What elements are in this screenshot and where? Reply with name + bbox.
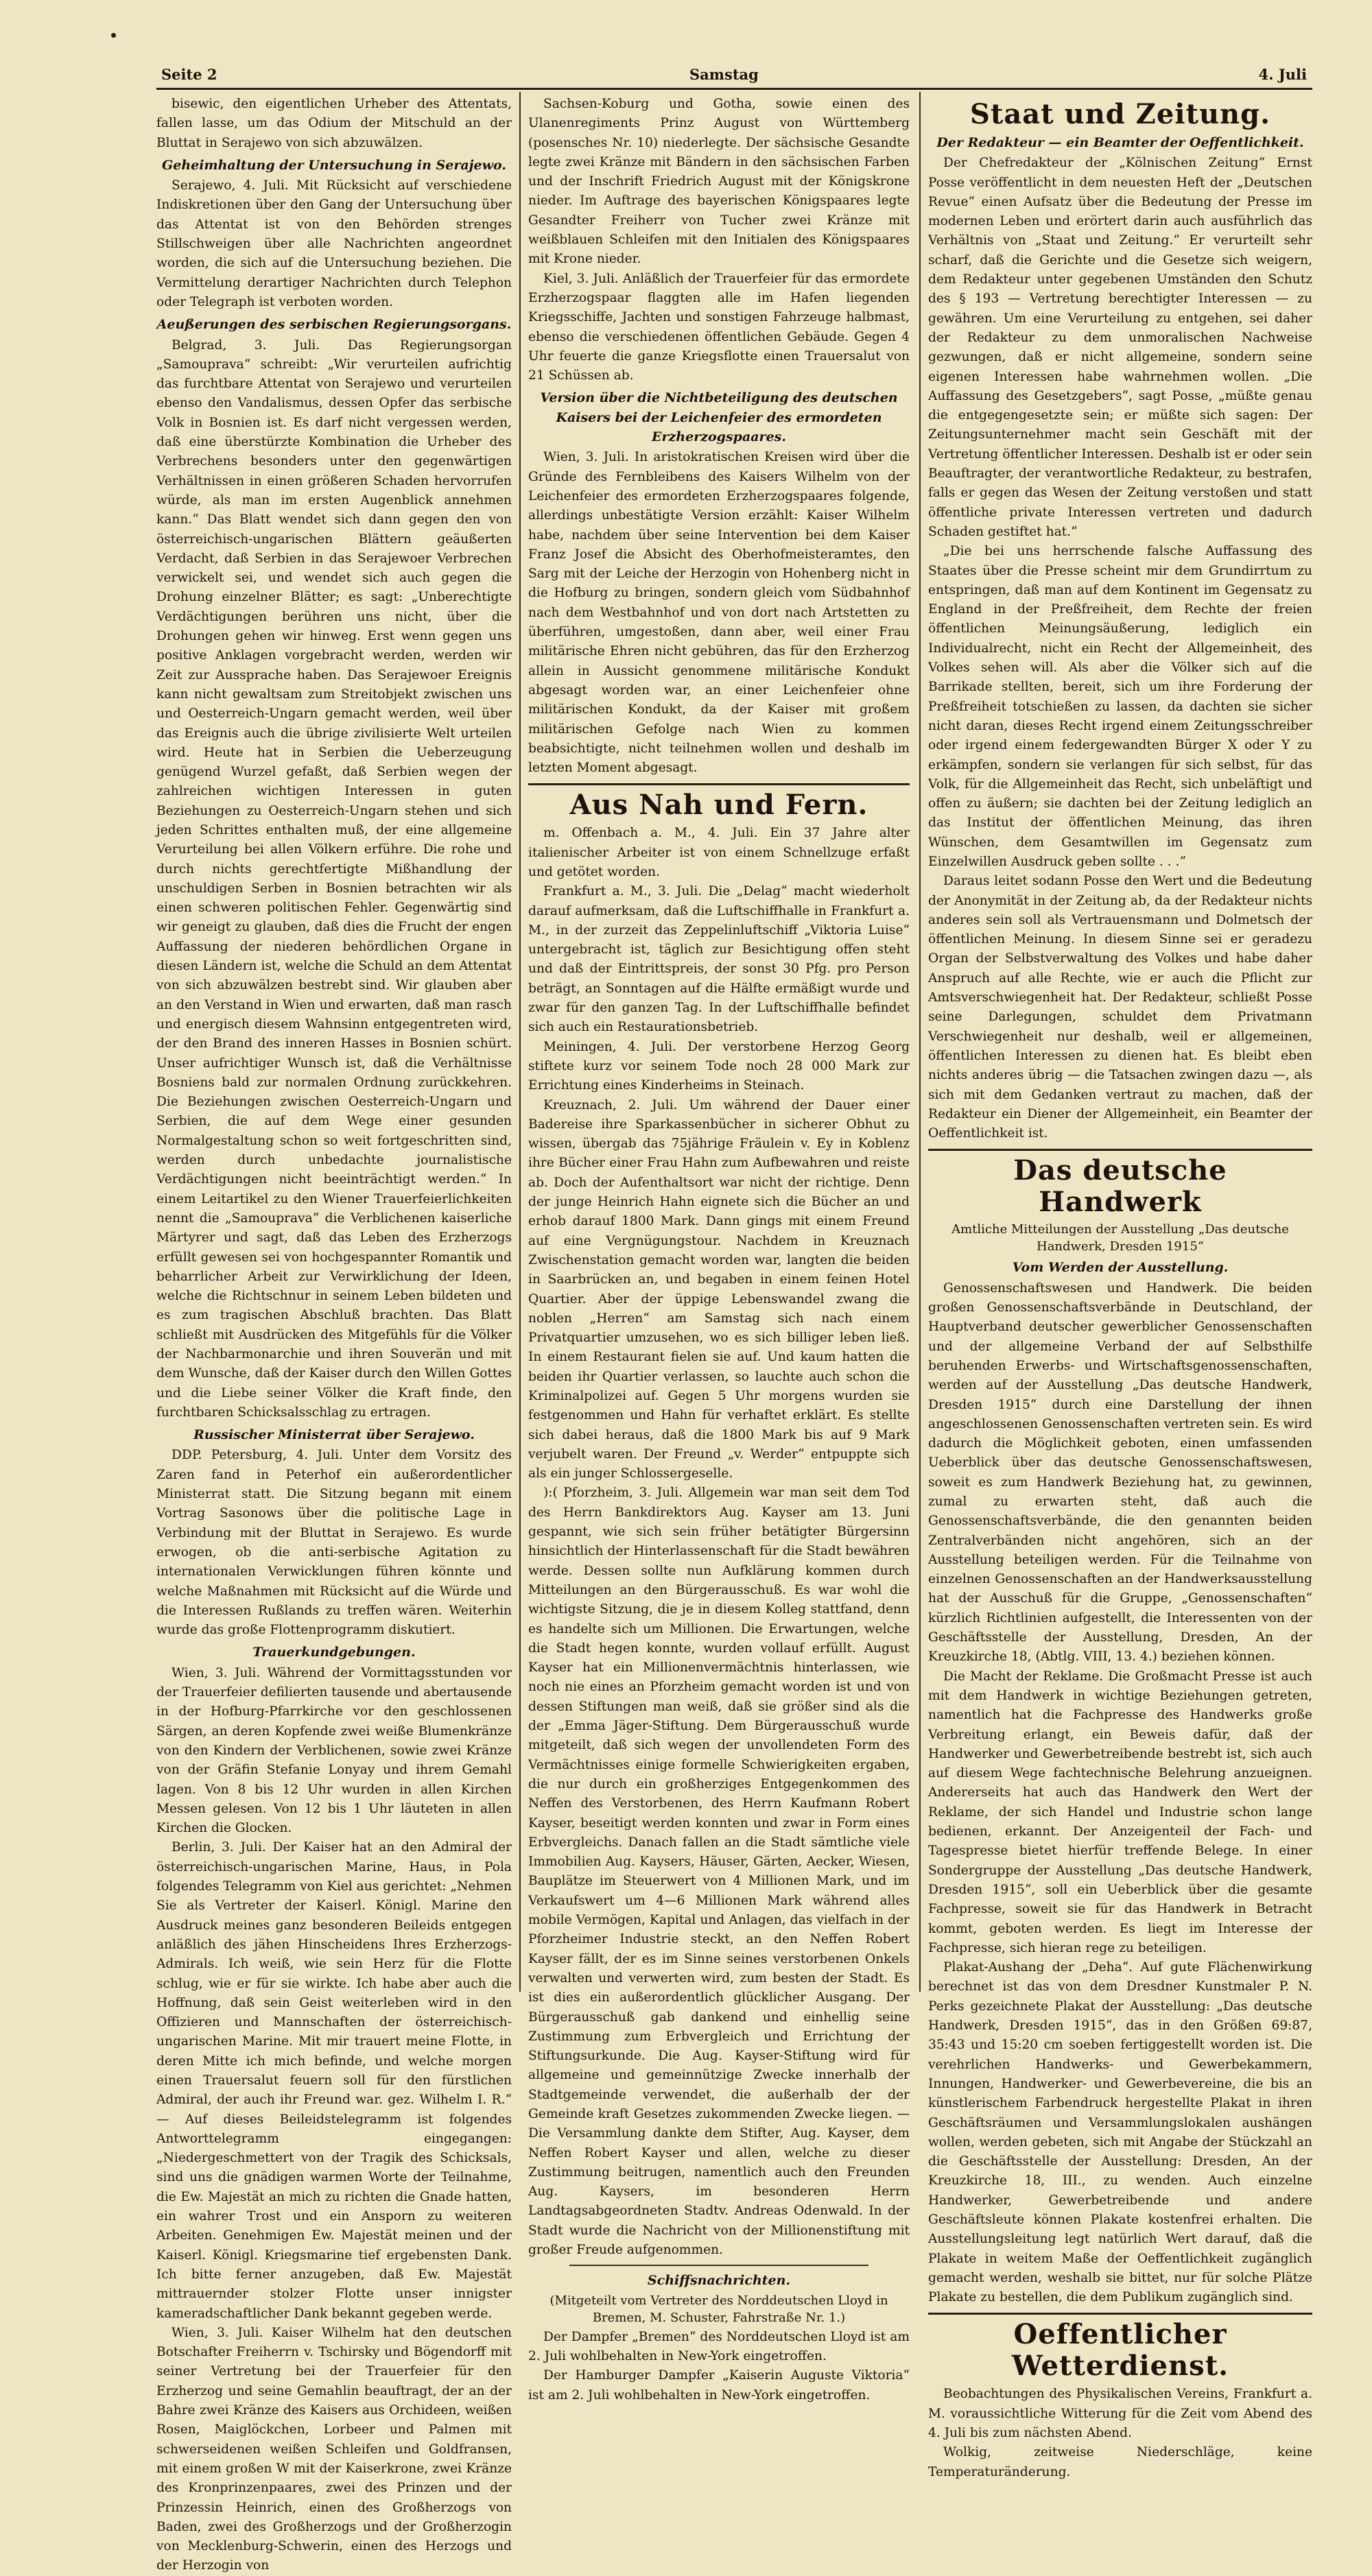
article-text: DDP. Petersburg, 4. Juli. Unter dem Vorsitz des Zaren fand in Peterhof ein außerordentlicher Ministerrat statt. Die Sitzung begann mit einem Vortrag Sasonows über die politische Lage in Verbindung mit der Bluttat in Serajewo. Es wurde erwogen, ob die anti-serbische Agitation zu internationalen Verwicklungen führen könnte und welche Maßnahmen mit Rücksicht auf die Würde und die Interessen Rußlands zu treffen wären. Weiterhin wurde das große Flottenprogramm diskutiert.: [156, 1448, 512, 1638]
section-title: Staat und Zeitung.: [969, 98, 1271, 130]
article-text: bisewic, den eigentlichen Urheber des Attentats, fallen lasse, um das Odium der Mitschuld an der Bluttat in Serajewo von sich abzuwälzen.: [156, 97, 512, 150]
article-text: Belgrad, 3. Juli. Das Regierungsorgan „Samouprava“ schreibt: „Wir verurteilen aufrichtig das furchtbare Attentat von Serajewo und verurteilen ebenso den Vandalismus, dessen Opfer das serbische Volk in Bosnien ist. Es darf nicht vergessen werden, daß eine überstürzte Kombination die Urheber des Verbrechens besonders unter den gegenwärtigen Verhältnissen in einen größeren Schaden hervorrufen würde, als man im ersten Augenblick annehmen kann.“ Das Blatt wendet sich dann gegen den von österreichisch-ungarischen Blättern geäußerten Verdacht, daß Serbien in das Serajewoer Verbrechen verwickelt sei, und wendet sich auch gegen die Drohung einzelner Blätter; es sagt: „Unberechtigte Verdächtigungen berühren uns nicht, über die Drohungen gehen wir hinweg. Erst wenn gegen uns positive Anklagen vorgebracht werden, werden wir Zeit zur Aussprache haben. Das Serajewoer Ereignis kann nicht gewaltsam zum Streitobjekt zwischen uns und Oesterreich-Ungarn gemacht werden, weil über das Ereignis auch die übrige zivilisierte Welt urteilen wird. Heute hat in Serbien die Ueberzeugung genügend Wurzel gefaßt, daß Serbien wegen der zahlreichen wichtigen Interessen in guten Beziehungen zu Oesterreich-Ungarn stehen und sich jeden Schrittes enthalten muß, der eine allgemeine Verurteilung bei allen Völkern erführe. Die rohe und durch nichts gerechtfertigte Mißhandlung der unschuldigen Serben in Bosnien betrachten wir als einen schweren politischen Fehler. Gegenwärtig sind wir geneigt zu glauben, daß dies die Frucht der engen Auffassung der niederen behördlichen Organe in diesen Ländern ist, welche die Schuld an dem Attentat von sich abzuwälzen bestrebt sind. Wir glauben aber an den Verstand in Wien und erwarten, daß man rasch und energisch diesem Wahnsinn entgegentreten wird, der den Brand des inneren Hasses in Bosnien schürt. Unser aufrichtiger Wunsch ist, daß die Verhältnisse Bosniens bald zur normalen Ordnung zurückkehren. Die Beziehungen zwischen Oesterreich-Ungarn und Serbien, die auf dem Wege einer gesunden Normalgestaltung schon so weit fortgeschritten sind, werden durch unbedachte journalistische Verdächtigungen nicht beeinträchtigt werden.“ In einem Leitartikel zu den Wiener Trauerfeierlichkeiten nennt die „Samouprava“ die Verblichenen kaiserliche Märtyrer und sagt, daß das Leben des Erzherzogs erfüllt gewesen sei von hochgespannter Romantik und beharrlicher Arbeit zur Verwirklichung der Ideen, welche die Richtschnur in seinem Leben bildeten und es zum tragischen Abschluß brachten. Das Blatt schließt mit Ausdrücken des Mitgefühls für die Völker der Nachbarmonarchie und ihren Souverän und mit dem Wunsche, daß der Kaiser durch den Willen Gottes und die Liebe seiner Völker die Kraft finde, den furchtbaren Schicksalsschlag zu ertragen.: [156, 337, 512, 1420]
article-text: Kiel, 3. Juli. Anläßlich der Trauerfeier für das ermordete Erzherzogspaar flaggten alle im Hafen liegenden Kriegsschiffe, Jachten und sonstigen Fahrzeuge halbmast, ebenso die verschiedenen öffentlichen Gebäude. Gegen 4 Uhr feuerte die ganze Kriegsflotte einen Trauersalut von 21 Schüssen ab.: [528, 271, 910, 383]
column-divider-1: [519, 92, 521, 1992]
article-heading: Version über die Nichtbeteiligung des deutschen Kaisers bei der Leichenfeier des ermordeten Erzherzogspaares.: [540, 390, 898, 445]
article-text: „Die bei uns herrschende falsche Auffassung des Staates über die Presse scheint mir dem Grundirrtum zu entspringen, daß man auf dem Kontinent im Gegensatz zu England in der Preßfreiheit, dem Rechte der freien öffentlichen Meinungsäußerung, lediglich ein Individualrecht, nicht ein Recht der Allgemeinheit, des Volkes sehen will. Als aber die Völker sich auf die Barrikade stellten, bereit, sich um ihre Forderung der Preßfreiheit totschießen zu lassen, da dachten sie sicher nicht daran, dieses Recht irgend einem Zeitungsschreiber oder irgend einem federgewandten Bürger X oder Y zu erkämpfen, sondern sie verlangen für sich selbst, für das Volk, für die Allgemeinheit das Recht, sich unbeläftigt und offen zu äußern; sie dachten bei der Zeitung lediglich an das Institut der öffentlichen Meinung, das ihren Wünschen, dem Gesamtwillen im Gegensatz zum Einzelwillen Ausdruck geben sollte . . .“: [928, 544, 1312, 869]
page-mark: [111, 33, 116, 38]
article-text: Der Hamburger Dampfer „Kaiserin Auguste Viktoria“ ist am 2. Juli wohlbehalten in New-York eingetroffen.: [528, 2368, 910, 2402]
section-title: Oeffentlicher Wetterdienst.: [1011, 2318, 1229, 2383]
article-text: Wien, 3. Juli. Während der Vormittagsstunden vor der Trauerfeier defilierten tausende und abertausende in der Hofburg-Pfarrkirche vor den geschlossenen Särgen, an deren Kopfende zwei weiße Blumenkränze von den Kindern der Verblichenen, sowie zwei Kränze von der Gräfin Stefanie Lonyay und ihrem Gemahl lagen. Von 8 bis 12 Uhr wurden in allen Kirchen Messen gelesen. Von 12 bis 1 Uhr läuteten in allen Kirchen die Glocken.: [156, 1665, 512, 1836]
article-text: Wien, 3. Juli. Kaiser Wilhelm hat den deutschen Botschafter Freiherrn v. Tschirsky und Bögendorff mit seiner Vertretung bei der Trauerfeier für den Erzherzog und seine Gemahlin beauftragt, der an der Bahre zwei Kränze des Kaisers aus Orchideen, weißen Rosen, Maiglöckchen, Lorbeer und Palmen mit schwerseidenen weißen Schleifen und Goldfransen, mit einem großen W mit der Kaiserkrone, zwei Kränze des Kronprinzenpaares, zwei des Prinzen und der Prinzessin Heinrich, einen des Großherzogs von Baden, zwei des Großherzogs und der Großherzogin von Mecklenburg-Schwerin, einen des Herzogs und der Herzogin von: [156, 2325, 512, 2573]
column-divider-2: [919, 92, 921, 1992]
article-text: Genossenschaftswesen und Handwerk. Die beiden großen Genossenschaftsverbände in Deutschland, der Hauptverband deutscher gewerblicher Genossenschaften und der allgemeine Verband der auf Selbsthilfe beruhenden Erwerbs- und Wirtschaftsgenossenschaften, werden auf der Ausstellung „Das deutsche Handwerk, Dresden 1915“ durch eine Darstellung der ihnen angeschlossenen Genossenschaften vertreten sein. Es wird dadurch die Möglichkeit geboten, einen umfassenden Ueberblick über das deutsche Genossenschaftswesen, soweit es zum Handwerk Beziehung hat, zu gewinnen, zumal zu erwarten steht, daß auch die Genossenschaftsverbände, die den genannten beiden Zentralverbänden nicht angehören, sich an der Ausstellung beteiligen werden. Für die Teilnahme von einzelnen Genossenschaften an der Handwerksausstellung hat der Ausschuß für die Gruppe, „Genossenschaften“ kürzlich Richtlinien aufgestellt, die Interessenten von der Geschäftsstelle der Ausstellung, Dresden, An der Kreuzkirche 18, (Abtlg. VIII, 13. 4.) beziehen können.: [928, 1280, 1312, 1665]
article-text: Sachsen-Koburg und Gotha, sowie einen des Ulanenregiments Prinz August von Württemberg (posensches Nr. 10) niederlegte. Der sächsische Gesandte legte zwei Kränze mit Bändern in den sächsischen Farben und der Inschrift Friedrich August mit der Königskrone nieder. Im Auftrage des bayerischen Königspaares legte Gesandter Freiherr von Tucher zwei Kränze mit weißblauen Schleifen mit den Initialen des Königspaares mit Krone nieder.: [528, 97, 910, 267]
article-text: Wien, 3. Juli. In aristokratischen Kreisen wird über die Gründe des Fernbleibens des Kaisers Wilhelm von der Leichenfeier des ermordeten Erzherzogspaares folgende, allerdings unbestätigte Version erzählt: Kaiser Wilhelm habe, nachdem über seine Intervention bei dem Kaiser Franz Josef die Absicht des Oberhofmeisteramtes, den Sarg mit der Leiche der Herzogin von Hohenberg nicht in die Hofburg zu bringen, sondern gleich vom Südbahnhof nach dem Westbahnhof und von dort nach Artstetten zu überführen, umgestoßen, dann aber, weil einer Frau militärische Ehren nicht gebühren, das für den Erzherzog allein in Aussicht genommene militärische Kondukt abgesagt worden war, an einer Leichenfeier ohne militärischen Kondukt, da der Kaiser mit großem militärischen Gefolge nach Wien zu kommen beabsichtigte, nicht teilnehmen wollen und deshalb im letzten Moment abgesagt.: [528, 450, 910, 776]
article-text: Serajewo, 4. Juli. Mit Rücksicht auf verschiedene Indiskretionen über den Gang der Untersuchung über das Attentat ist von den Behörden strenges Stillschweigen über alle Nachrichten angeordnet worden, die sich auf die Untersuchung beziehen. Die Vermittelung derartiger Nachrichten durch Telephon oder Telegraph ist verboten worden.: [156, 178, 512, 309]
section-rule: [928, 1149, 1312, 1151]
article-heading: Vom Werden der Ausstellung.: [1012, 1260, 1229, 1276]
column-1: [156, 95, 512, 2573]
section-title: Aus Nah und Fern.: [569, 789, 868, 822]
column-2: [528, 95, 910, 2402]
article-heading: Trauerkundgebungen.: [252, 1645, 416, 1660]
article-heading: Schiffsnachrichten.: [647, 2273, 791, 2289]
section-rule: [928, 2313, 1312, 2315]
article-heading: Der Redakteur — ein Beamter der Oeffentlichkeit.: [936, 135, 1304, 150]
article-heading: Geheimhaltung der Untersuchung in Serajewo.: [162, 157, 506, 173]
article-heading: Russischer Ministerrat über Serajewo.: [193, 1427, 475, 1443]
article-text: m. Offenbach a. M., 4. Juli. Ein 37 Jahre alter italienischer Arbeiter ist von einem Schnellzuge erfaßt und getötet worden.: [528, 826, 910, 879]
article-text: ):( Pforzheim, 3. Juli. Allgemein war man seit dem Tod des Herrn Bankdirektors Aug. Kayser am 13. Juni gespannt, wie sich sein früher betätigter Bürgersinn hinsichtlich der Hinterlassenschaft für die Stadt bewähren werde. Dessen sollte nun Aufklärung kommen durch Mitteilungen an den Bürgerausschuß. Es war wohl die wichtigste Sitzung, die je in diesem Kolleg stattfand, denn es handelte sich um Millionen. Die Erwartungen, welche die Stadt hegen konnte, wurden vollauf erfüllt. August Kayser hat ein Millionenvermächtnis hinterlassen, wie noch nie eines an Pforzheim gemacht worden ist und von dessen Stiftungen man weiß, daß sie größer sind als die der „Emma Jäger-Stiftung. Dem Bürgerausschuß wurde mitgeteilt, daß sich wegen der unvollendeten Form des Vermächtnisses einige formelle Schwierigkeiten ergaben, die nur durch ein großherziges Entgegenkommen des Neffen des Verstorbenen, des Herrn Kaufmann Robert Kayser, beseitigt werden konnten und zwar in Form eines Erbvergleichs. Danach fallen an die Stadt sämtliche viele Immobilien Aug. Kaysers, Häuser, Gärten, Aecker, Wiesen, Bauplätze im Steuerwert von 4 Millionen Mark, und im Verkaufswert um 4—6 Millionen Mark während alles mobile Vermögen, Kapital und Anlagen, das vielfach in der Pforzheimer Industrie steckt, an den Neffen Robert Kayser fällt, der es im Sinne seines verstorbenen Onkels verwalten und verwerten wird, zum besten der Stadt. Es ist dies ein außerordentlich glücklicher Ausgang. Der Bürgerausschuß gab dankend und einhellig seine Zustimmung zum Erbvergleich und Errichtung der Stiftungsurkunde. Die Aug. Kayser-Stiftung wird für allgemeine und gemeinnützige Zwecke innerhalb der Stadtgemeinde verwendet, die außerhalb der der Gemeinde kraft Gesetzes zukommenden Zwecke liegen. — Die Versammlung dankte dem Stifter, Aug. Kayser, dem Neffen Robert Kayser und allen, welche zu dieser Zustimmung beitrugen, namentlich auch den Freunden Aug. Kaysers, im besonderen Herrn Landtagsabgeordneten Stadtv. Andreas Odenwald. In der Stadt wurde die Nachricht von der Millionenstiftung mit großer Freude aufgenommen.: [528, 1486, 910, 2258]
masthead: [154, 60, 1314, 89]
article-text: Frankfurt a. M., 3. Juli. Die „Delag“ macht wiederholt darauf aufmerksam, daß die Luftschiffhalle in Frankfurt a. M., in der zurzeit das Zeppelinluftschiff „Viktoria Luise“ untergebracht ist, täglich zur Besichtigung offen steht und daß der Eintrittspreis, der sonst 30 Pfg. pro Person beträgt, an Sonntagen auf die Hälfte ermäßigt wurde und zwar für den ganzen Tag. In der Luftschiffhalle befindet sich auch ein Restaurationsbetrieb.: [528, 884, 910, 1035]
article-heading: Aeußerungen des serbischen Regierungsorgans.: [156, 317, 512, 333]
column-3: [928, 95, 1312, 2479]
section-title: Das deutsche Handwerk: [1013, 1154, 1227, 1219]
article-text: Daraus leitet sodann Posse den Wert und die Bedeutung der Anonymität in der Zeitung ab, da der Redakteur nichts anderes sein soll als Vertrauensmann und Dolmetsch der öffentlichen Meinung. In diesem Sinne sei er geradezu Organ der Selbstverwaltung des Volkes und habe daher Anspruch auf alle Rechte, wie er auch die Pflicht zur Amtsverschwiegenheit hat. Der Redakteur, schließt Posse seine Darlegungen, schuldet dem Privatmann Verschwiegenheit nur deshalb, weil er allgemeinen, öffentlichen Interessen zu dienen hat. Es bleibt eben nichts anderes übrig — die Tatsachen zwingen dazu —, als sich mit dem Gedanken vertraut zu machen, daß der Redakteur ein Diener der Allgemeinheit, ein Beamter der Oeffentlichkeit ist.: [928, 874, 1312, 1141]
separator: [569, 2265, 868, 2266]
article-text: Berlin, 3. Juli. Der Kaiser hat an den Admiral der österreichisch-ungarischen Marine, Haus, in Pola folgendes Telegramm von Kiel aus gerichtet: „Nehmen Sie als Vertreter der Kaiserl. Königl. Marine den Ausdruck meines ganz besonderen Beileids entgegen anläßlich des jähen Hinscheidens Ihres Erzherzogs-Admirals. Ich weiß, wie sein Herz für die Flotte schlug, wie er für sie wirkte. Ich habe aber auch die Hoffnung, daß sein Geist weiterleben wird in den Offizieren und Mannschaften der österreichisch-ungarischen Marine. Mit mir trauert meine Flotte, in deren Mitte ich mich befinde, und welche morgen einen Trauersalut feuern soll für den fürstlichen Admiral, der auch ihr Freund war. gez. Wilhelm I. R.“ — Auf dieses Beileidstelegramm ist folgendes Antworttelegramm eingegangen: „Niedergeschmettert von der Tragik des Schicksals, sind uns die gnädigen warmen Worte der Teilnahme, die Ew. Majestät an mich zu richten die Gnade hatten, ein wahrer Trost und ein Ansporn zu weiteren Arbeiten. Genehmigen Ew. Majestät meinen und der Kaiserl. Königl. Kriegsmarine tief ergebensten Dank. Ich bitte ferner anzugeben, daß Ew. Majestät mittrauernder stolzer Flotte unser innigster kameradschaftlicher Dank bekannt gegeben werde.: [156, 1840, 512, 2321]
article-text: Beobachtungen des Physikalischen Vereins, Frankfurt a. M. voraussichtliche Witterung für die Zeit vom Abend des 4. Juli bis zum nächsten Abend.: [928, 2387, 1312, 2441]
weekday: Samstag: [689, 66, 759, 83]
article-text: Wolkig, zeitweise Niederschläge, keine Temperaturänderung.: [928, 2445, 1312, 2479]
masthead-rule: [156, 88, 1312, 90]
article-text: Die Macht der Reklame. Die Großmacht Presse ist auch mit dem Handwerk in wichtige Beziehungen getreten, namentlich hat die Fachpresse des Handwerks große Verbreitung erlangt, ein Beweis dafür, daß der Handwerker und Gewerbetreibende bestrebt ist, sich auch auf diesem Wege fachtechnische Belehrung anzueignen. Andererseits hat auch das Handwerk den Wert der Reklame, der sich Handel und Industrie schon lange bedienen, erkannt. Der Anzeigenteil der Fach- und Tagespresse bietet hierfür treffende Belege. In einer Sondergruppe der Ausstellung „Das deutsche Handwerk, Dresden 1915“, soll ein Ueberblick über die gesamte Fachpresse, soweit sie für das Handwerk in Betracht kommt, geboten werden. Es liegt im Interesse der Fachpresse, sich hieran rege zu beteiligen.: [928, 1669, 1312, 1955]
page-number: Seite 2: [161, 66, 217, 83]
article-subheading: Amtliche Mitteilungen der Ausstellung „Das deutsche Handwerk, Dresden 1915“: [951, 1222, 1289, 1254]
article-text: Meiningen, 4. Juli. Der verstorbene Herzog Georg stiftete kurz vor seinem Tode noch 28 000 Mark zur Errichtung eines Kinderheims in Steinach.: [528, 1039, 910, 1093]
article-subheading: (Mitgeteilt vom Vertreter des Norddeutschen Lloyd in Bremen, M. Schuster, Fahrstraße Nr. 1.): [549, 2293, 888, 2325]
issue-date: 4. Juli: [1258, 66, 1307, 83]
article-text: Der Chefredakteur der „Kölnischen Zeitung“ Ernst Posse veröffentlicht in dem neuesten Heft der „Deutschen Revue“ einen Aufsatz über die Bedeutung der Presse im modernen Leben und erörtert darin auch ausführlich das Verhältnis von „Staat und Zeitung.“ Er verurteilt sehr scharf, daß die Gerichte und die Gesetze sich weigern, dem Redakteur unter gegebenen Umständen den Schutz des § 193 — Vertretung berechtigter Interessen — zu gewähren. Um eine Verurteilung zu entgehen, sei daher der Redakteur zu dem unmoralischen Nachweise gezwungen, daß er nicht allgemeine, sondern seine eigenen Interessen habe wahrnehmen wollen. „Die Auffassung des Gesetzgebers“, sagt Posse, „müßte genau die entgegengesetzte sein; er müßte sich sagen: Der Zeitungsunternehmer macht sein Geschäft mit der Vertretung öffentlicher Interessen. Deshalb ist er oder sein Beauftragter, der verantwortliche Redakteur, zu bestrafen, falls er gegen das Wesen der Zeitung verstoßen und statt öffentliche private Interessen vertreten und dadurch Schaden gestiftet hat.“: [928, 156, 1312, 539]
article-text: Der Dampfer „Bremen“ des Norddeutschen Lloyd ist am 2. Juli wohlbehalten in New-York eingetroffen.: [528, 2329, 910, 2363]
article-text: Plakat-Aushang der „Deha“. Auf gute Flächenwirkung berechnet ist das von dem Dresdner Kunstmaler P. N. Perks gezeichnete Plakat der Ausstellung: „Das deutsche Handwerk, Dresden 1915“, das in den Größen 69:87, 35:43 und 15:20 cm soeben fertiggestellt worden ist. Die verehrlichen Handwerks- und Gewerbekammern, Innungen, Handwerker- und Gewerbevereine, die bis an künstlerischem Farbendruck hergestellte Plakat in ihren Geschäftsräumen und Versammlungslokalen aushängen wollen, werden gebeten, sich mit Angabe der Stückzahl an die Geschäftsstelle der Ausstellung: Dresden, An der Kreuzkirche 18, III., zu wenden. Auch einzelne Handwerker, Gewerbetreibende und andere Geschäftsleute können Plakate kostenfrei erhalten. Die Ausstellungsleitung legt natürlich Wert darauf, daß die Plakate in weitem Maße der Oeffentlichkeit zugänglich gemacht werden, weshalb sie bittet, nur für solche Plätze Plakate zu bestellen, die dem Publikum zugänglich sind.: [928, 1960, 1312, 2305]
section-rule: [528, 783, 910, 785]
article-text: Kreuznach, 2. Juli. Um während der Dauer einer Badereise ihre Sparkassenbücher in sicherer Obhut zu wissen, übergab das 75jährige Fräulein v. Ey in Koblenz ihre Bücher einer Frau Hahn zum Aufbewahren und reiste ab. Doch der Aufenthaltsort war nicht der richtige. Denn der junge Heinrich Hahn eignete sich die Bücher an und erhob darauf 1800 Mark. Dann gings mit einem Freund auf eine Vergnügungstour. Nachdem in Kreuznach Zwischenstation gemacht worden war, langten die beiden in Saarbrücken an, und begaben in einem feinen Hotel Quartier. Aber der üppige Lebenswandel zwang die noblen „Herren“ am Samstag sich nach einem Privatquartier umzusehen, wo es sich billiger leben ließ. In einem Restaurant fielen sie auf. Und kaum hatten die beiden ihr Quartier verlassen, so lauchte auch schon die Kriminalpolizei auf. Gegen 5 Uhr morgens wurden sie festgenommen und Hahn für verhaftet erklärt. Es stellte sich dabei heraus, daß die 1800 Mark bis auf 9 Mark verjubelt waren. Der Freund „v. Werder“ entpuppte sich als ein junger Schlossergeselle.: [528, 1097, 910, 1481]
